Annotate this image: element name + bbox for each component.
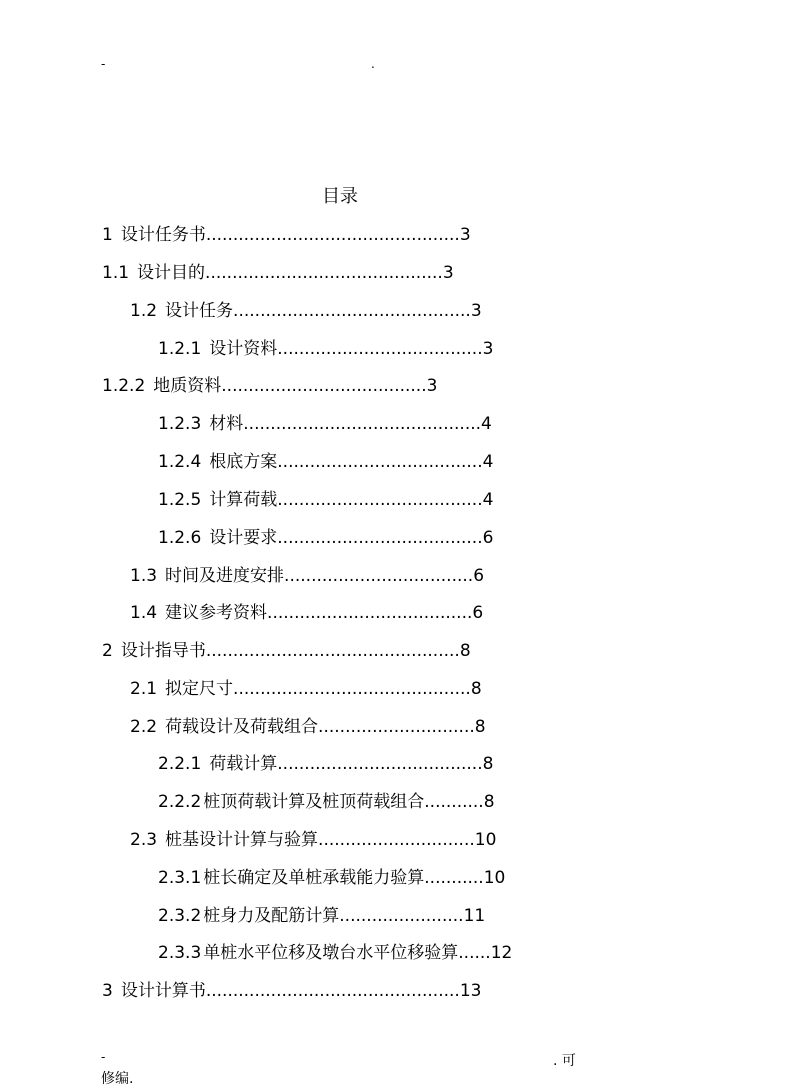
toc-entry-title: 根底方案 xyxy=(209,452,278,472)
toc-entry[interactable] xyxy=(158,942,512,964)
toc-entry[interactable] xyxy=(102,375,437,397)
header-right-mark: . xyxy=(371,57,375,71)
toc-entry-title: 桩长确定及单桩承载能力验算 xyxy=(203,868,425,888)
toc-entry-number: 2.2.1 xyxy=(158,754,202,774)
toc-entry-page: 6 xyxy=(482,528,494,548)
toc-entry[interactable] xyxy=(130,829,496,851)
toc-entry[interactable] xyxy=(102,980,481,1002)
toc-entry-title: 地质资料 xyxy=(153,376,222,396)
toc-entry-leader: ...... xyxy=(458,943,491,963)
toc-entry[interactable] xyxy=(130,602,483,624)
toc-entry-page: 8 xyxy=(474,717,486,737)
toc-entry-title: 设计任务 xyxy=(165,301,234,321)
toc-entry[interactable] xyxy=(158,905,485,927)
toc-entry-leader: ........... xyxy=(424,792,484,812)
toc-entry-title: 设计指导书 xyxy=(120,641,206,661)
toc-entry-leader: ...................................... xyxy=(277,754,483,774)
toc-entry-title: 桩身力及配筋计算 xyxy=(203,906,340,926)
toc-entry-leader: ............................................... xyxy=(205,641,460,661)
footer-left-mark: - xyxy=(101,1050,106,1064)
toc-entry[interactable] xyxy=(130,565,484,587)
footer-continuation: 修编. xyxy=(101,1071,134,1087)
toc-entry-number: 2.1 xyxy=(130,679,158,699)
toc-entry-page: 13 xyxy=(459,981,482,1001)
toc-entry-title: 设计要求 xyxy=(209,528,278,548)
toc-entry-title: 时间及进度安排 xyxy=(165,566,285,586)
toc-entry-number: 2.3.2 xyxy=(158,906,202,926)
footer-right-text: . 可 xyxy=(553,1053,576,1069)
toc-entry-leader: ........... xyxy=(424,868,484,888)
toc-entry-page: 4 xyxy=(482,452,494,472)
toc-entry-title: 建议参考资料 xyxy=(165,603,268,623)
toc-entry-number: 2.2.2 xyxy=(158,792,202,812)
toc-entry-page: 6 xyxy=(473,566,485,586)
toc-entry-number: 1 xyxy=(102,225,113,245)
toc-entry-leader: ............................................ xyxy=(233,679,471,699)
toc-entry-page: 4 xyxy=(482,490,494,510)
toc-entry-leader: ...................................... xyxy=(277,528,483,548)
toc-entry-page: 10 xyxy=(474,830,497,850)
toc-entry-title: 桩基设计计算与验算 xyxy=(165,830,319,850)
toc-entry-number: 2.3 xyxy=(130,830,158,850)
toc-entry[interactable] xyxy=(158,527,493,549)
toc-entry-title: 设计任务书 xyxy=(120,225,206,245)
toc-entry-page: 3 xyxy=(482,339,494,359)
toc-entry[interactable] xyxy=(158,753,493,775)
toc-entry-leader: ............................................... xyxy=(205,981,460,1001)
toc-entry[interactable] xyxy=(158,413,492,435)
toc-entry-number: 1.2.5 xyxy=(158,490,202,510)
toc-entry-page: 8 xyxy=(470,679,482,699)
toc-entry-number: 1.2.6 xyxy=(158,528,202,548)
toc-entry-page: 4 xyxy=(481,414,492,434)
toc-entry-title: 拟定尺寸 xyxy=(165,679,234,699)
toc-entry-page: 3 xyxy=(442,263,454,283)
toc-entry-number: 1.2.3 xyxy=(158,414,202,434)
toc-entry[interactable] xyxy=(130,716,486,738)
toc-entry-leader: ............................................ xyxy=(243,414,482,434)
toc-entry-page: 10 xyxy=(483,868,506,888)
toc-entry-leader: ............................................ xyxy=(233,301,471,321)
toc-entry-leader: ...................................... xyxy=(277,452,483,472)
toc-entry[interactable] xyxy=(102,224,471,246)
header-left-mark: - xyxy=(101,57,106,71)
toc-entry-title: 材料 xyxy=(209,414,244,434)
toc-entry-leader: ...................................... xyxy=(277,339,483,359)
toc-entry-page: 8 xyxy=(483,792,495,812)
toc-entry[interactable] xyxy=(158,791,495,813)
toc-entry-number: 1.4 xyxy=(130,603,158,623)
toc-entry-leader: ....................... xyxy=(339,906,464,926)
toc-entry-page: 3 xyxy=(426,376,438,396)
toc-entry-leader: ................................... xyxy=(284,566,474,586)
toc-entry[interactable] xyxy=(158,489,493,511)
toc-entry-number: 1.2.2 xyxy=(102,376,146,396)
toc-entry-title: 设计资料 xyxy=(209,339,278,359)
toc-entry-leader: ............................. xyxy=(318,830,475,850)
toc-entry[interactable] xyxy=(130,678,482,700)
toc-entry-number: 3 xyxy=(102,981,113,1001)
toc-entry-leader: ............................. xyxy=(318,717,475,737)
toc-entry-number: 1.2.4 xyxy=(158,452,202,472)
toc-entry-page: 3 xyxy=(459,225,471,245)
toc-entry-number: 1.1 xyxy=(102,263,130,283)
toc-entry-number: 2 xyxy=(102,641,113,661)
toc-entry-leader: ............................................ xyxy=(205,263,443,283)
toc-entry-title: 设计目的 xyxy=(137,263,206,283)
toc-entry-number: 1.2 xyxy=(130,301,158,321)
toc-entry-number: 1.2.1 xyxy=(158,339,202,359)
toc-entry-number: 2.3.3 xyxy=(158,943,202,963)
toc-entry[interactable] xyxy=(158,867,505,889)
toc-entry-leader: ............................................... xyxy=(205,225,460,245)
toc-entry-number: 2.3.1 xyxy=(158,868,202,888)
toc-entry[interactable] xyxy=(130,300,482,322)
toc-entry-leader: ...................................... xyxy=(221,376,427,396)
toc-entry-title: 设计计算书 xyxy=(120,981,206,1001)
toc-entry-page: 11 xyxy=(463,906,486,926)
toc-entry-title: 荷载设计及荷载组合 xyxy=(165,717,319,737)
toc-title: 目录 xyxy=(322,186,358,207)
toc-entry-page: 3 xyxy=(470,301,482,321)
toc-entry-title: 荷载计算 xyxy=(209,754,278,774)
toc-entry-page: 8 xyxy=(459,641,471,661)
toc-entry-title: 桩顶荷载计算及桩顶荷载组合 xyxy=(203,792,425,812)
toc-entry[interactable] xyxy=(158,338,493,360)
toc-entry-page: 6 xyxy=(472,603,484,623)
toc-entry-leader: ...................................... xyxy=(267,603,473,623)
toc-entry-number: 2.2 xyxy=(130,717,158,737)
toc-entry-number: 1.3 xyxy=(130,566,158,586)
toc-entry-title: 单桩水平位移及墩台水平位移验算 xyxy=(203,943,459,963)
toc-entry-page: 8 xyxy=(482,754,494,774)
toc-entry[interactable] xyxy=(102,640,471,662)
toc-entry-page: 12 xyxy=(490,943,513,963)
toc-entry[interactable] xyxy=(158,451,493,473)
toc-entry-leader: ...................................... xyxy=(277,490,483,510)
toc-entry[interactable] xyxy=(102,262,454,284)
toc-entry-title: 计算荷载 xyxy=(209,490,278,510)
